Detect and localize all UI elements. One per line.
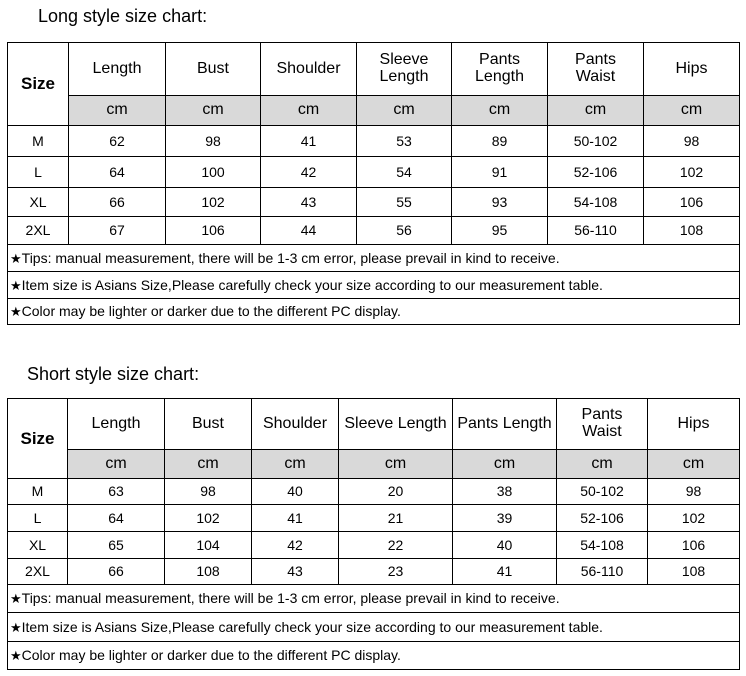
unit-cell: cm	[453, 450, 557, 479]
shoulder-header: Shoulder	[261, 43, 357, 96]
table-row	[8, 188, 740, 217]
size-cell: XL	[8, 532, 68, 559]
table-cell: 50-102	[557, 479, 648, 505]
size-cell: L	[8, 157, 69, 188]
table-cell: 102	[648, 505, 740, 532]
note-cell	[8, 642, 740, 670]
table-cell: 102	[165, 505, 252, 532]
long-unit-row	[8, 96, 740, 126]
table-cell: 89	[452, 126, 548, 157]
table-cell: 106	[644, 188, 740, 217]
table-cell: 104	[165, 532, 252, 559]
table-cell: 21	[339, 505, 453, 532]
note-cell	[8, 299, 740, 325]
table-cell: 41	[453, 559, 557, 585]
table-row	[8, 532, 740, 559]
table-row	[8, 559, 740, 585]
star-icon: ★	[10, 591, 22, 607]
table-cell: 54-108	[548, 188, 644, 217]
note-text: Color may be lighter or darker due to the different PC display.	[21, 647, 401, 664]
table-cell: 98	[165, 479, 252, 505]
table-cell: 55	[357, 188, 452, 217]
shoulder-header: Shoulder	[252, 399, 339, 450]
sleeve-length-header: Sleeve Length	[339, 399, 453, 450]
unit-cell: cm	[648, 450, 740, 479]
star-icon: ★	[10, 304, 22, 320]
table-cell: 52-106	[557, 505, 648, 532]
short-header-row	[8, 399, 740, 450]
unit-cell: cm	[644, 96, 740, 126]
note-cell	[8, 613, 740, 642]
short-size-table	[7, 398, 740, 670]
pants-length-header: Pants Length	[453, 399, 557, 450]
table-cell: 53	[357, 126, 452, 157]
star-icon: ★	[10, 648, 22, 664]
note-text: Tips: manual measurement, there will be 1-3 cm error, please prevail in kind to receive.	[21, 590, 560, 607]
table-cell: 108	[165, 559, 252, 585]
table-cell: 67	[69, 217, 166, 245]
unit-cell: cm	[68, 450, 165, 479]
note-row	[8, 585, 740, 613]
table-cell: 42	[261, 157, 357, 188]
table-row	[8, 126, 740, 157]
table-cell: 52-106	[548, 157, 644, 188]
table-cell: 56	[357, 217, 452, 245]
unit-cell: cm	[357, 96, 452, 126]
table-cell: 38	[453, 479, 557, 505]
unit-cell: cm	[166, 96, 261, 126]
pants-waist-header: Pants Waist	[548, 43, 644, 96]
star-icon: ★	[10, 619, 22, 635]
bust-header: Bust	[166, 43, 261, 96]
table-cell: 41	[261, 126, 357, 157]
table-cell: 98	[648, 479, 740, 505]
size-cell: XL	[8, 188, 69, 217]
note-cell	[8, 272, 740, 299]
short-unit-row	[8, 450, 740, 479]
table-row	[8, 479, 740, 505]
note-text: Item size is Asians Size,Please carefully check your size according to our measurement table.	[21, 618, 603, 635]
unit-cell: cm	[557, 450, 648, 479]
table-cell: 108	[644, 217, 740, 245]
hips-header: Hips	[644, 43, 740, 96]
long-header-row	[8, 43, 740, 96]
note-row	[8, 613, 740, 642]
note-row	[8, 272, 740, 299]
table-cell: 106	[166, 217, 261, 245]
unit-cell: cm	[69, 96, 166, 126]
table-cell: 50-102	[548, 126, 644, 157]
note-row	[8, 245, 740, 272]
table-cell: 42	[252, 532, 339, 559]
size-cell: M	[8, 479, 68, 505]
table-cell: 66	[69, 188, 166, 217]
table-cell: 100	[166, 157, 261, 188]
table-row	[8, 505, 740, 532]
table-cell: 20	[339, 479, 453, 505]
table-cell: 62	[69, 126, 166, 157]
table-cell: 23	[339, 559, 453, 585]
table-cell: 95	[452, 217, 548, 245]
table-cell: 41	[252, 505, 339, 532]
long-size-table	[7, 42, 740, 325]
table-cell: 65	[68, 532, 165, 559]
table-cell: 63	[68, 479, 165, 505]
table-cell: 56-110	[548, 217, 644, 245]
table-cell: 43	[261, 188, 357, 217]
size-column-header: Size	[8, 399, 68, 479]
size-cell: M	[8, 126, 69, 157]
table-cell: 64	[68, 505, 165, 532]
table-cell: 40	[252, 479, 339, 505]
long-chart-title: Long style size chart:	[38, 6, 208, 26]
table-cell: 102	[644, 157, 740, 188]
table-cell: 44	[261, 217, 357, 245]
table-cell: 98	[166, 126, 261, 157]
short-chart-title: Short style size chart:	[27, 364, 200, 384]
unit-cell: cm	[252, 450, 339, 479]
size-cell: L	[8, 505, 68, 532]
note-cell	[8, 245, 740, 272]
table-cell: 66	[68, 559, 165, 585]
table-cell: 56-110	[557, 559, 648, 585]
table-cell: 54-108	[557, 532, 648, 559]
note-text: Color may be lighter or darker due to the different PC display.	[21, 303, 401, 320]
table-cell: 40	[453, 532, 557, 559]
note-text: Item size is Asians Size,Please carefully check your size according to our measurement table.	[21, 276, 603, 293]
table-cell: 106	[648, 532, 740, 559]
table-cell: 91	[452, 157, 548, 188]
length-header: Length	[68, 399, 165, 450]
unit-cell: cm	[165, 450, 252, 479]
table-cell: 22	[339, 532, 453, 559]
size-column-header: Size	[8, 43, 69, 126]
table-cell: 93	[452, 188, 548, 217]
table-row	[8, 157, 740, 188]
size-cell: 2XL	[8, 217, 69, 245]
table-cell: 43	[252, 559, 339, 585]
pants-waist-header: Pants Waist	[557, 399, 648, 450]
table-cell: 64	[69, 157, 166, 188]
hips-header: Hips	[648, 399, 740, 450]
table-cell: 102	[166, 188, 261, 217]
pants-length-header: Pants Length	[452, 43, 548, 96]
table-cell: 39	[453, 505, 557, 532]
note-cell	[8, 585, 740, 613]
note-row	[8, 642, 740, 670]
star-icon: ★	[10, 277, 22, 293]
table-cell: 54	[357, 157, 452, 188]
table-cell: 98	[644, 126, 740, 157]
sleeve-length-header: Sleeve Length	[357, 43, 452, 96]
note-row	[8, 299, 740, 325]
unit-cell: cm	[261, 96, 357, 126]
unit-cell: cm	[339, 450, 453, 479]
bust-header: Bust	[165, 399, 252, 450]
unit-cell: cm	[452, 96, 548, 126]
star-icon: ★	[10, 250, 22, 266]
size-cell: 2XL	[8, 559, 68, 585]
table-cell: 108	[648, 559, 740, 585]
unit-cell: cm	[548, 96, 644, 126]
table-row	[8, 217, 740, 245]
note-text: Tips: manual measurement, there will be 1-3 cm error, please prevail in kind to receive.	[21, 249, 560, 266]
length-header: Length	[69, 43, 166, 96]
